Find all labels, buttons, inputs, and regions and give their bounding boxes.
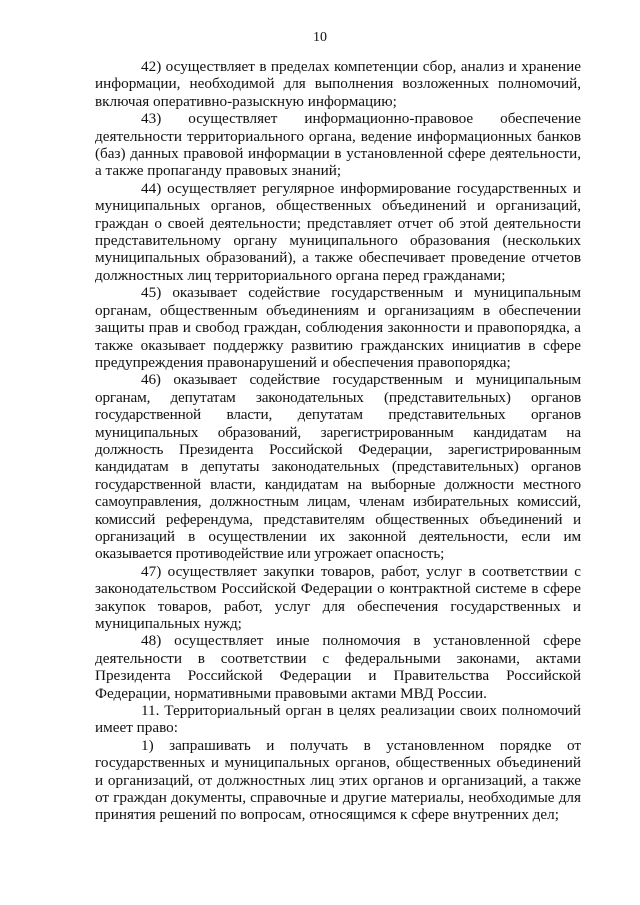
item-42-paragraph: 42) осуществляет в пределах компетенции сбор, анализ и хранение информации, необходимой для выполнения возложенных полномочий, включая оперативно-разыскную информацию; [95, 58, 581, 110]
page-number: 10 [313, 30, 327, 45]
item-44-paragraph: 44) осуществляет регулярное информирование государственных и муниципальных органов, общественных объединений и организаций, граждан о своей деятельности; представляет отчет об этой деятельности представительному органу муниципального образования (нескольких муниципальных образований), а также обеспечивает проведение отчетов должностных лиц территориального органа перед гражданами; [95, 179, 581, 284]
item-48-paragraph: 48) осуществляет иные полномочия в установленной сфере деятельности в соответствии с федеральными законами, актами Президента Российской Федерации и Правительства Российской Федерации, нормативными правовыми актами МВД России. [95, 632, 581, 702]
subitem-1-paragraph: 1) запрашивать и получать в установленном порядке от государственных и муниципальных органов, общественных объединений и организаций, от должностных лиц этих органов и организаций, а также от граждан документы, справочные и другие материалы, необходимые для принятия решений по вопросам, относящимся к сфере внутренних дел; [95, 736, 581, 824]
item-47-paragraph: 47) осуществляет закупки товаров, работ, услуг в соответствии с законодательством Российской Федерации о контрактной системе в сфере закупок товаров, работ, услуг для обеспечения государственных и муниципальных нужд; [95, 562, 581, 632]
item-46-paragraph: 46) оказывает содействие государственным и муниципальным органам, депутатам законодательных (представительных) органов государственной власти, депутатам представительных органов муниципальных образований, зарегистрированным кандидатам на должность Президента Российской Федерации, зарегистрированным кандидатам в депутаты законодательных (представительных) органов государственной власти, кандидатам на выборные должности местного самоуправления, должностным лицам, членам избирательных комиссий, комиссий референдума, представителям общественных объединений и организаций в осуществлении их законной деятельности, если им оказывается противодействие или угрожает опасность; [95, 371, 581, 563]
item-45-paragraph: 45) оказывает содействие государственным и муниципальным органам, общественным объединениям и организациям в обеспечении защиты прав и свобод граждан, соблюдения законности и правопорядка, а также оказывает поддержку развитию гражданских инициатив в сфере предупреждения правонарушений и обеспечения правопорядка; [95, 284, 581, 371]
item-43-paragraph: 43) осуществляет информационно-правовое обеспечение деятельности территориального органа, ведение информационных банков (баз) данных правовой информации в установленной сфере деятельности, а также пропаганду правовых знаний; [95, 110, 581, 180]
section-11-heading-paragraph: 11. Территориальный орган в целях реализации своих полномочий имеет право: [95, 702, 581, 737]
document-body [95, 58, 581, 824]
